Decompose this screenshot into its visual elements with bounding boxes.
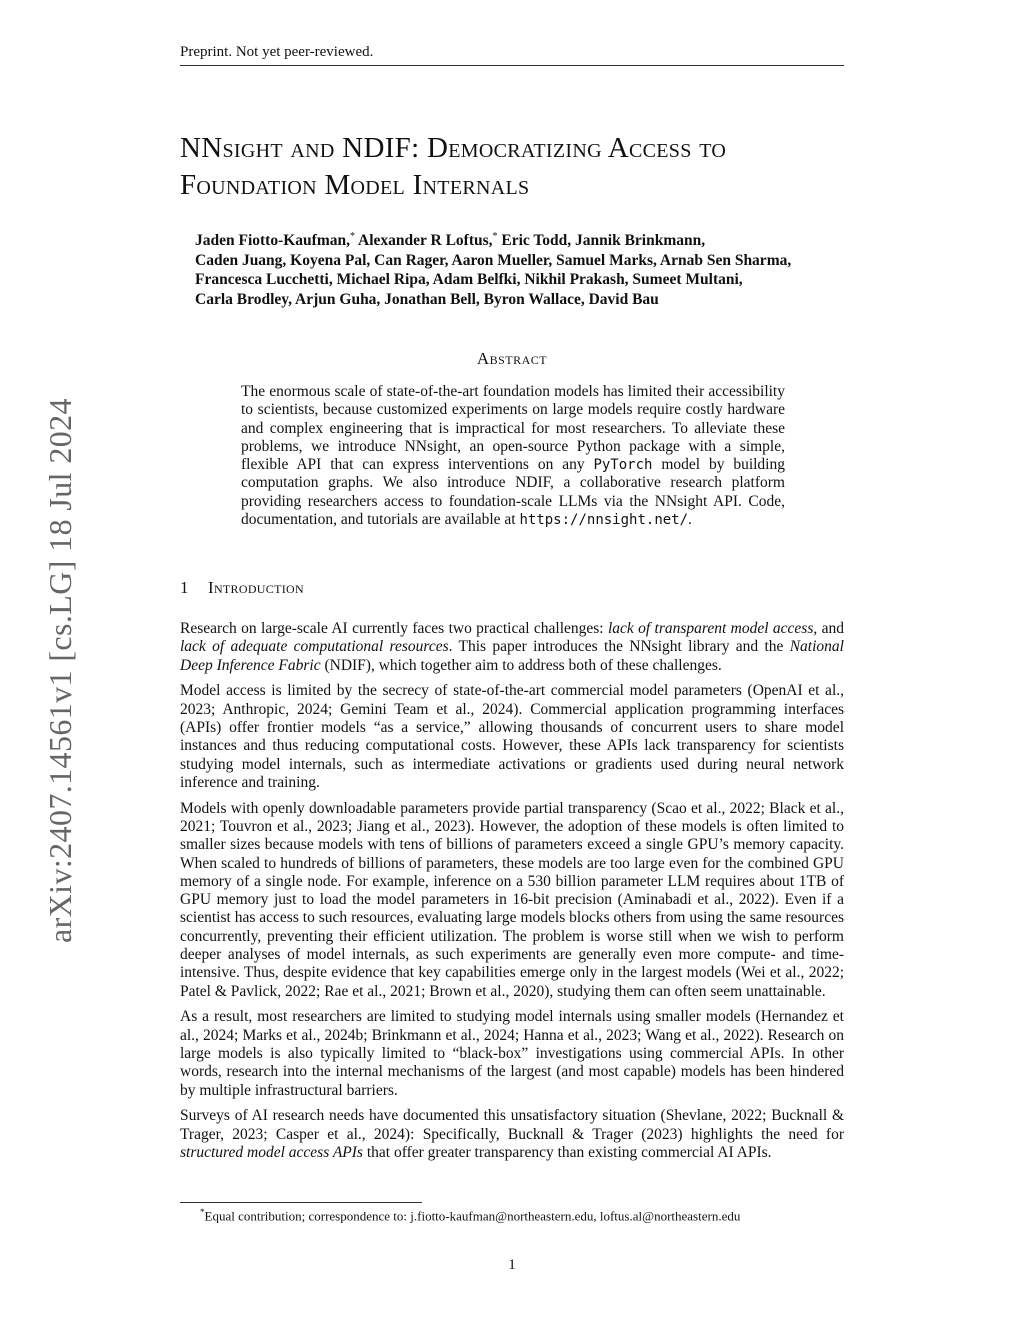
abstract-heading: Abstract bbox=[476, 349, 548, 368]
text: Surveys of AI research needs have documented this unsatisfactory situation (Shevlane, 2022; Bucknall & Trager, 2023; Casper et al., 2024): Specifically, Bucknall & Trager (2023) highlights the need for bbox=[180, 1107, 844, 1143]
author-line-1 bbox=[195, 227, 855, 251]
text: Research on large-scale AI currently faces two practical challenges: bbox=[180, 620, 608, 637]
footnote-text: Equal contribution; correspondence to: j.fiotto-kaufman@northeastern.edu, loftus.al@northeastern.edu bbox=[204, 1208, 741, 1224]
abstract-text: . bbox=[688, 511, 692, 529]
paragraph: Models with openly downloadable parameters provide partial transparency (Scao et al., 2022; Black et al., 2021; Touvron et al., 2023; Jiang et al., 2023). However, the adoption of these models is often limited to smaller sizes because models with tens of billions of parameters exceed a single GPU’s memory capacity. When scaled to hundreds of billions of parameters, these models are too large even for the combined GPU memory of a single node. For example, inference on a 530 billion parameter LLM requires about 1TB of GPU memory just to load the model parameters in 16-bit precision (Aminabadi et al., 2022). Even if a scientist has access to such resources, evaluating large models blocks others from using the same resources concurrently, preventing their efficient utilization. The problem is worse still when we wish to perform deeper analyses of model internals, as such experiments are generally even more compute- and time-intensive. Thus, despite evidence that key capabilities emerge only in the largest models (Wei et al., 2022; Patel & Pavlick, 2022; Rae et al., 2021; Brown et al., 2020), studying them can often seem unattainable. bbox=[180, 799, 844, 1000]
emphasis: lack of adequate computational resources bbox=[180, 638, 449, 656]
text: . This paper introduces the NNsight library and the bbox=[448, 638, 790, 656]
author-line-3: Francesca Lucchetti, Michael Ripa, Adam Belfki, Nikhil Prakash, Sumeet Multani, bbox=[195, 271, 743, 289]
author-1: Jaden Fiotto-Kaufman, bbox=[195, 232, 350, 250]
footnote-mark: * bbox=[200, 1207, 205, 1217]
arxiv-stamp: arXiv:2407.14561v1 [cs.LG] 18 Jul 2024 bbox=[42, 398, 78, 943]
section-heading bbox=[180, 578, 304, 598]
project-url[interactable]: https://nnsight.net/ bbox=[519, 512, 689, 529]
paragraph bbox=[180, 620, 844, 675]
text: (NDIF), which together aim to address both of these challenges. bbox=[320, 656, 722, 674]
title-line-1: NNsight and NDIF: Democratizing Access to bbox=[180, 132, 727, 164]
text: , and bbox=[813, 620, 844, 637]
abstract-text: model by building computation graphs. We also introduce NDIF, a collaborative research platform providing researchers access to foundation-scale LLMs via the NNsight API. Code, documentation, and tutorials are available at bbox=[241, 456, 785, 529]
paragraph: As a result, most researchers are limited to studying model internals using smaller models (Hernandez et al., 2024; Marks et al., 2024b; Brinkmann et al., 2024; Hanna et al., 2023; Wang et al., 2022). Research on large models is also typically limited to “black-box” investigations using commercial APIs. In other words, research into the internal mechanisms of the largest (and most capable) models has been hindered by multiple infrastructural barriers. bbox=[180, 1008, 844, 1099]
author-line-4: Carla Brodley, Arjun Guha, Jonathan Bell, Byron Wallace, David Bau bbox=[195, 290, 659, 308]
equal-contribution-mark: * bbox=[492, 231, 498, 242]
title-line-2: Foundation Model Internals bbox=[180, 169, 530, 201]
author-line-2: Caden Juang, Koyena Pal, Can Rager, Aaron Mueller, Samuel Marks, Arnab Sen Sharma, bbox=[195, 251, 792, 269]
footnote-rule bbox=[180, 1202, 422, 1203]
text: that offer greater transparency than existing commercial AI APIs. bbox=[362, 1144, 772, 1162]
section-title: Introduction bbox=[208, 578, 304, 597]
author-list bbox=[195, 227, 855, 309]
footnote bbox=[200, 1207, 860, 1224]
pytorch-code: PyTorch bbox=[593, 457, 653, 474]
paper-title bbox=[180, 130, 860, 204]
author-line-1-rest: Eric Todd, Jannik Brinkmann, bbox=[497, 232, 706, 250]
emphasis: lack of transparent model access bbox=[607, 620, 814, 637]
emphasis: National Deep Inference Fabric bbox=[180, 638, 844, 674]
running-head: Preprint. Not yet peer-reviewed. bbox=[180, 44, 844, 66]
abstract-text: The enormous scale of state-of-the-art foundation models has limited their accessibility to scientists, because customized experiments on large models require costly hardware and complex engineering that is impractical for most researchers. To alleviate these problems, we introduce NNsight, an open-source Python package with a simple, flexible API that can express interventions on any bbox=[241, 383, 785, 474]
intro-body bbox=[180, 620, 844, 1170]
paragraph: Model access is limited by the secrecy of state-of-the-art commercial model parameters (OpenAI et al., 2023; Anthropic, 2024; Gemini Team et al., 2024). Commercial application programming interfaces (APIs) offer frontier models “as a service,” allowing thousands of concurrent users to share model instances and thus reducing computational costs. However, these APIs lack transparency for scientists studying model internals, such as intermediate activations or gradients used during neural network inference and training. bbox=[180, 682, 844, 791]
emphasis: structured model access APIs bbox=[180, 1144, 363, 1162]
abstract-body bbox=[241, 383, 785, 529]
equal-contribution-mark: * bbox=[350, 231, 355, 242]
author-2: Alexander R Loftus, bbox=[355, 232, 493, 250]
page-number: 1 bbox=[508, 1257, 516, 1273]
section-number: 1 bbox=[180, 578, 189, 597]
paragraph bbox=[180, 1107, 844, 1162]
